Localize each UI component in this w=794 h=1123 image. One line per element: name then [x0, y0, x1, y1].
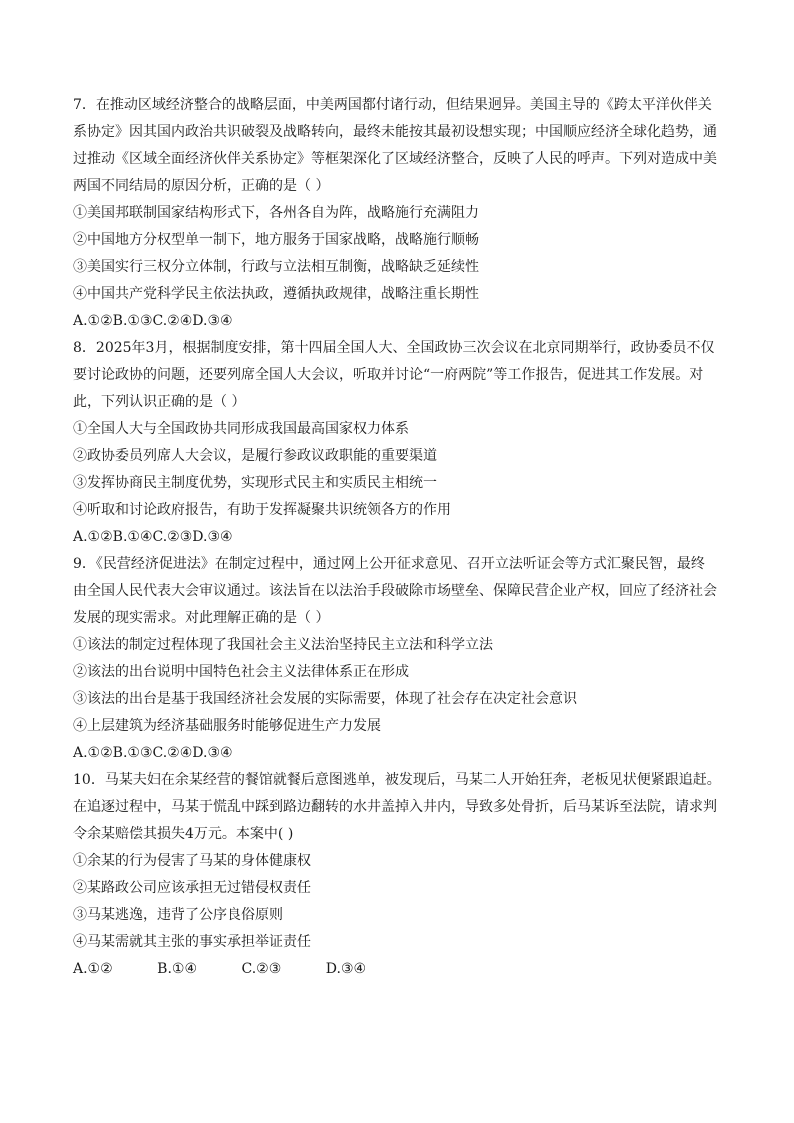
question-stem-line: 由全国人民代表大会审议通过。该法旨在以法治手段破除市场壁垒、保障民营企业产权，回应了经济社会 [73, 583, 717, 599]
option-statement: ③马某逃逸，违背了公序良俗原则 [73, 907, 283, 923]
option-statement: ④马某需就其主张的事实承担举证责任 [73, 934, 311, 950]
question-stem-line: 9．《民营经济促进法》在制定过程中，通过网上公开征求意见、召开立法听证会等方式汇聚民智，最终 [73, 556, 705, 572]
answer-choices: A.①② B.①④ C.②③ D.③④ [73, 961, 367, 977]
question-9 [73, 551, 723, 767]
option-statement: ④听取和讨论政府报告，有助于发挥凝聚共识统领各方的作用 [73, 502, 451, 518]
option-statement: ②政协委员列席人大会议，是履行参政议政职能的重要渠道 [73, 448, 437, 464]
option-statement: ①美国邦联制国家结构形式下，各州各自为阵，战略施行充满阻力 [73, 205, 479, 221]
option-statement: ①余某的行为侵害了马某的身体健康权 [73, 853, 311, 869]
question-8 [73, 335, 723, 551]
question-stem-line: 8．2025年3月，根据制度安排，第十四届全国人大、全国政协三次会议在北京同期举行，政协委员不仅 [73, 340, 715, 356]
question-stem-line: 过推动《区域全面经济伙伴关系协定》等框架深化了区域经济整合，反映了人民的呼声。下列对造成中美 [73, 151, 717, 167]
exam-page [73, 92, 723, 983]
question-stem-line: 系协定》因其国内政治共识破裂及战略转向，最终未能按其最初设想实现；中国顺应经济全球化趋势，通 [73, 124, 717, 140]
option-statement: ③发挥协商民主制度优势，实现形式民主和实质民主相统一 [73, 475, 437, 491]
question-stem-line: 10．马某夫妇在余某经营的餐馆就餐后意图逃单，被发现后，马某二人开始狂奔，老板见状便紧跟追赶。 [73, 772, 721, 788]
option-statement: ②某路政公司应该承担无过错侵权责任 [73, 880, 311, 896]
answer-choices: A.①②B.①④C.②③D.③④ [73, 529, 233, 545]
option-statement: ③该法的出台是基于我国经济社会发展的实际需要，体现了社会存在决定社会意识 [73, 691, 577, 707]
question-stem-line: 要讨论政协的问题，还要列席全国人大会议，听取并讨论“一府两院”等工作报告，促进其工作发展。对 [73, 367, 704, 383]
option-statement: ④中国共产党科学民主依法执政，遵循执政规律，战略注重长期性 [73, 286, 479, 302]
answer-choices: A.①②B.①③C.②④D.③④ [73, 313, 233, 329]
question-10 [73, 767, 723, 983]
option-statement: ①全国人大与全国政协共同形成我国最高国家权力体系 [73, 421, 409, 437]
question-7 [73, 92, 723, 335]
question-stem-line: 此，下列认识正确的是（ ） [73, 394, 246, 410]
option-statement: ①该法的制定过程体现了我国社会主义法治坚持民主立法和科学立法 [73, 637, 493, 653]
question-stem-line: 7．在推动区域经济整合的战略层面，中美两国都付诸行动，但结果迥异。美国主导的《跨太平洋伙伴关 [73, 97, 712, 113]
question-stem-line: 令余某赔偿其损失4万元。本案中( ) [73, 826, 294, 842]
option-statement: ④上层建筑为经济基础服务时能够促进生产力发展 [73, 718, 381, 734]
question-stem-line: 在追逐过程中，马某于慌乱中踩到路边翻转的水井盖掉入井内，导致多处骨折，后马某诉至法院，请求判 [73, 799, 717, 815]
option-statement: ②中国地方分权型单一制下，地方服务于国家战略，战略施行顺畅 [73, 232, 479, 248]
option-statement: ③美国实行三权分立体制，行政与立法相互制衡，战略缺乏延续性 [73, 259, 479, 275]
option-statement: ②该法的出台说明中国特色社会主义法律体系正在形成 [73, 664, 409, 680]
question-stem-line: 发展的现实需求。对此理解正确的是（ ） [73, 610, 330, 626]
question-stem-line: 两国不同结局的原因分析，正确的是（ ） [73, 178, 330, 194]
answer-choices: A.①②B.①③C.②④D.③④ [73, 745, 233, 761]
